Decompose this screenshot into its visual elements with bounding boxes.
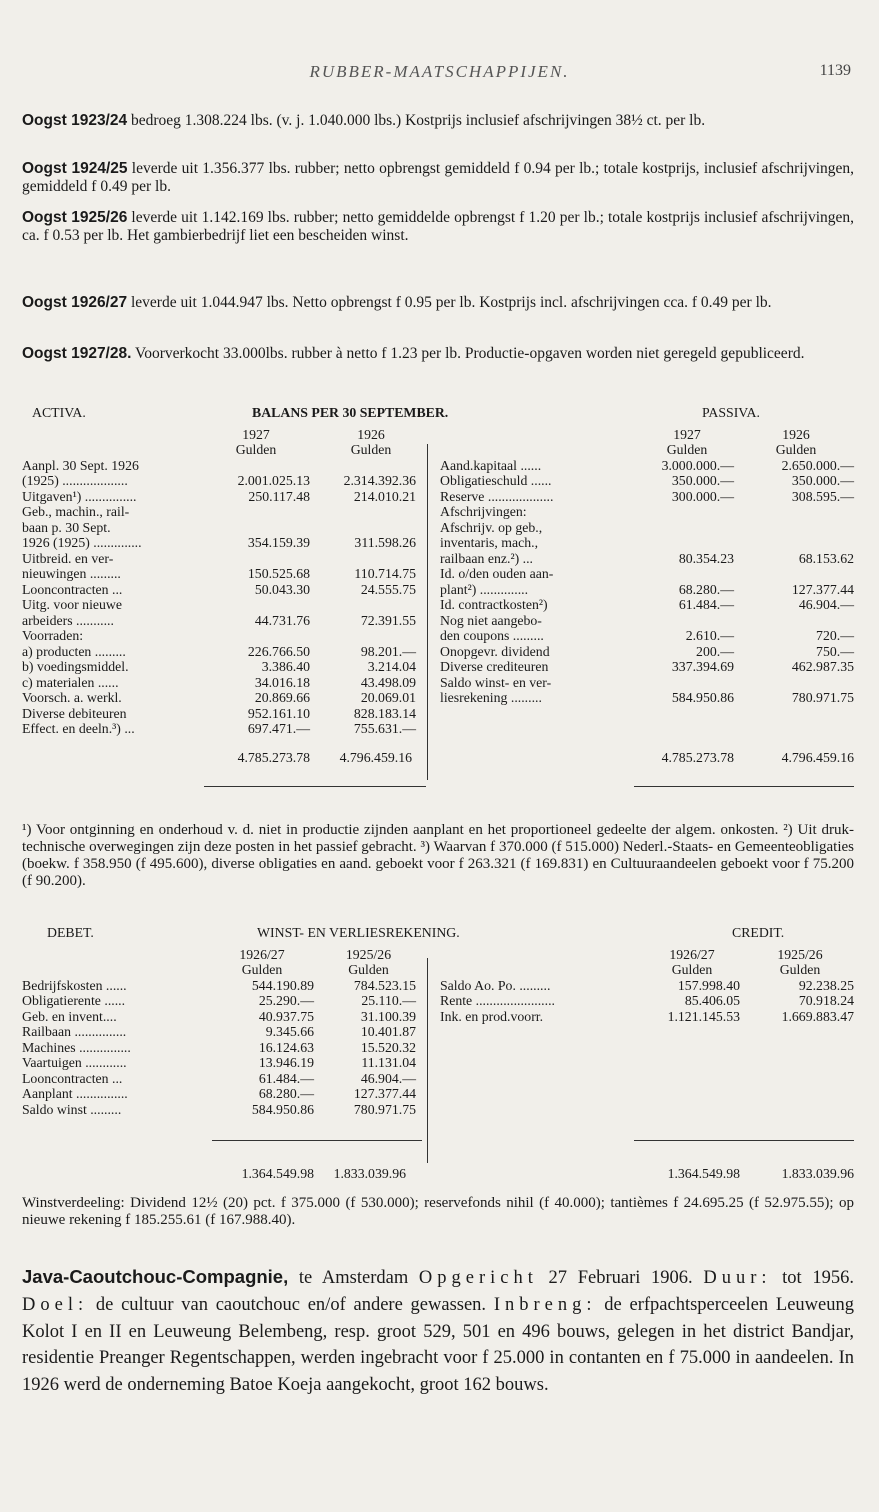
- pl-total-row: [22, 1166, 854, 1182]
- row-value-current: 150.525.68: [247, 566, 310, 581]
- row-value-current: 697.471.—: [247, 721, 310, 736]
- row-label: baan p. 30 Sept.: [22, 519, 111, 535]
- company-text: de erfpachtsperceelen Leuweung Kolot I en II en Leuweung Belembeng, resp. groot 529, 501 en 496 bouws, gelegen in het district Bandjar, residentie Preanger Regentschappen, werden ingebracht voor f 25.000 in contanten en f 75.000 in aandeelen. In 1926 werd de onderneming Batoe Koeja aangekocht, groot 162 bouws.: [22, 1294, 854, 1396]
- table-row: [22, 582, 422, 598]
- debet-column: [22, 978, 422, 1118]
- winstverdeeling-text: Winstverdeeling: Dividend 12½ (20) pct. f 375.000 (f 530.000); reservefonds nihil (f 40.000); tantièmes f 24.695.25 (f 52.975.55); op nieuwe rekening f 185.255.61 (f 167.988.40).: [22, 1195, 854, 1228]
- row-label: Saldo winst- en ver-: [440, 674, 552, 690]
- row-label: Saldo winst .........: [22, 1101, 122, 1117]
- row-value-current: 952.161.10: [247, 705, 310, 721]
- year-1926: 1926: [357, 426, 385, 442]
- oogst-1926-paragraph: [22, 294, 854, 312]
- pl-heading-row: [22, 925, 854, 941]
- table-row: [22, 659, 422, 675]
- pl-year-row: [22, 947, 854, 963]
- row-value-current: 200.—: [696, 643, 734, 659]
- company-entry: [22, 1264, 854, 1399]
- total-debet-1925-26: 1.833.039.96: [333, 1165, 406, 1181]
- row-label: Uitgaven¹) ...............: [22, 488, 137, 504]
- profit-loss-account: [22, 925, 854, 1181]
- total-passiva-1926: 4.796.459.16: [781, 749, 854, 765]
- table-row: [22, 1009, 422, 1025]
- table-row: [22, 1071, 422, 1087]
- row-value-current: 250.117.48: [248, 488, 310, 504]
- row-value-previous: 72.391.55: [360, 612, 416, 628]
- row-label: Aand.kapitaal ......: [440, 457, 542, 473]
- row-value-current: 61.484.—: [678, 597, 734, 612]
- row-value-current: 337.394.69: [671, 659, 734, 674]
- row-label: Saldo Ao. Po. .........: [440, 977, 551, 993]
- row-value-current: 20.869.66: [254, 690, 310, 705]
- pl-body: [22, 978, 854, 1118]
- table-row: [22, 458, 422, 474]
- row-value-current: 68.280.—: [678, 581, 734, 597]
- row-label: Voorsch. a. werkl.: [22, 690, 122, 705]
- harvest-label: Oogst 1925/26: [22, 209, 128, 226]
- row-value-current: 16.124.63: [258, 1039, 314, 1055]
- row-value-current: 2.610.—: [685, 628, 734, 643]
- currency-label: Gulden: [235, 442, 277, 457]
- currency-label: Gulden: [348, 962, 389, 977]
- credit-heading: CREDIT.: [732, 925, 785, 940]
- row-value-previous: 214.010.21: [353, 488, 416, 504]
- table-row: [432, 582, 854, 598]
- row-value-previous: 2.650.000.—: [781, 457, 854, 473]
- row-value-previous: 24.555.75: [360, 581, 416, 597]
- table-row: [22, 613, 422, 629]
- row-value-previous: 15.520.32: [360, 1039, 416, 1055]
- row-value-previous: 720.—: [816, 628, 854, 643]
- harvest-text: Voorverkocht 33.000lbs. rubber à netto f 1.23 per lb. Productie-opgaven worden niet geregeld gepubliceerd.: [131, 345, 805, 362]
- year-1926-27: 1926/27: [669, 946, 715, 962]
- row-value-previous: 127.377.44: [353, 1086, 416, 1101]
- row-value-current: 226.766.50: [247, 643, 310, 659]
- row-label: Diverse debiteuren: [22, 705, 127, 721]
- table-row: [432, 520, 854, 536]
- harvest-text: leverde uit 1.142.169 lbs. rubber; netto gemiddelde opbrengst f 1.20 per lb.; totale kostprijs inclusief afschrijvingen, ca. f 0.53 per lb. Het gambierbedrijf liet een bescheiden winst.: [22, 209, 854, 245]
- table-row: [432, 993, 854, 1009]
- currency-label: Gulden: [350, 442, 392, 457]
- row-label: liesrekening .........: [440, 690, 542, 705]
- table-row: [22, 504, 422, 520]
- company-name: Java-Caoutchouc-Compagnie,: [22, 1266, 289, 1287]
- table-row: [432, 458, 854, 474]
- company-text: te Amsterdam: [288, 1268, 419, 1288]
- balance-year-row: [22, 427, 854, 443]
- table-row: [22, 551, 422, 567]
- pl-title: WINST- EN VERLIESREKENING.: [257, 925, 460, 940]
- row-label: Ink. en prod.voorr.: [440, 1008, 544, 1024]
- credit-column: [432, 978, 854, 1025]
- total-activa-1926: 4.796.459.16: [339, 749, 412, 765]
- row-value-previous: 46.904.—: [360, 1070, 416, 1086]
- inbreng-label: Inbreng:: [493, 1294, 597, 1315]
- row-value-current: 350.000.—: [671, 473, 734, 488]
- table-row: [22, 706, 422, 722]
- table-row: [22, 978, 422, 994]
- row-value-current: 25.290.—: [258, 993, 314, 1008]
- harvest-text: leverde uit 1.356.377 lbs. rubber; netto opbrengst gemiddeld f 0.94 per lb.; totale kostprijs, inclusief afschrijvingen, gemiddeld f 0.49 per lb.: [22, 160, 855, 196]
- table-row: [22, 1086, 422, 1102]
- row-value-previous: 10.401.87: [360, 1024, 416, 1039]
- row-label: Afschrijv. op geb.,: [440, 519, 543, 535]
- row-value-current: 3.000.000.—: [661, 457, 734, 473]
- table-row: [432, 690, 854, 706]
- table-row: [432, 597, 854, 613]
- row-label: railbaan enz.²) ...: [440, 550, 534, 566]
- row-value-previous: 127.377.44: [791, 581, 854, 597]
- row-value-previous: 2.314.392.36: [343, 473, 416, 488]
- table-row: [22, 644, 422, 660]
- row-label: Reserve ...................: [440, 488, 554, 504]
- row-label: Obligatieschuld ......: [440, 473, 552, 488]
- table-row: [22, 1055, 422, 1071]
- currency-label: Gulden: [666, 442, 708, 457]
- row-label: Nog niet aangebo-: [440, 612, 542, 628]
- row-value-current: 300.000.—: [671, 488, 734, 504]
- row-value-current: 85.406.05: [684, 993, 740, 1008]
- row-value-previous: 92.238.25: [798, 977, 854, 993]
- row-label: c) materialen ......: [22, 674, 119, 690]
- balance-footnotes: ¹) Voor ontginning en onderhoud v. d. niet in productie zijnden aanplant en het proportioneel gedeelte der algem. onkosten. ²) Uit druk-technische overwegingen zijn deze posten in het passief gebracht. ³) Waarvan f 370.000 (f 515.000) Nederl.-Staats- en Gemeenteobligaties (boekw. f 358.950 (f 495.600), diverse obligaties en aand. geboekt voor f 263.321 (f 169.831) en Cultuuraandeelen geboekt voor f 75.200 (f 90.200).: [22, 822, 854, 889]
- table-row: [22, 628, 422, 644]
- row-value-previous: 20.069.01: [360, 690, 416, 705]
- balance-sheet: [22, 405, 854, 765]
- row-label: Voorraden:: [22, 628, 84, 643]
- oogst-1925-paragraph: [22, 209, 854, 245]
- row-label: den coupons .........: [440, 628, 544, 643]
- row-label: nieuwingen .........: [22, 566, 121, 581]
- table-row: [432, 489, 854, 505]
- passiva-heading: PASSIVA.: [702, 405, 760, 420]
- row-value-current: 584.950.86: [251, 1101, 314, 1117]
- currency-label: Gulden: [779, 962, 821, 977]
- total-debet-1926-27: 1.364.549.98: [241, 1165, 314, 1181]
- row-label: Vaartuigen ............: [22, 1055, 127, 1070]
- row-value-current: 157.998.40: [677, 977, 740, 993]
- row-label: Aanplant ...............: [22, 1086, 128, 1101]
- row-value-previous: 1.669.883.47: [781, 1008, 854, 1024]
- row-value-current: 13.946.19: [258, 1055, 314, 1070]
- row-value-current: 2.001.025.13: [237, 473, 310, 488]
- table-row: [432, 659, 854, 675]
- row-value-previous: 311.598.26: [354, 535, 416, 550]
- row-value-current: 50.043.30: [254, 581, 310, 597]
- table-row: [22, 675, 422, 691]
- table-row: [22, 597, 422, 613]
- row-label: arbeiders ...........: [22, 612, 114, 628]
- opgericht-label: Opgericht: [418, 1268, 538, 1288]
- row-value-previous: 755.631.—: [353, 721, 416, 736]
- column-divider: [427, 444, 428, 780]
- duur-label: Duur:: [703, 1268, 772, 1288]
- row-value-previous: 11.131.04: [361, 1055, 416, 1070]
- row-value-previous: 784.523.15: [353, 977, 416, 993]
- table-row: [22, 993, 422, 1009]
- row-label: Aanpl. 30 Sept. 1926: [22, 457, 139, 473]
- total-rule: [634, 786, 854, 787]
- company-text: tot 1956.: [771, 1268, 854, 1288]
- table-row: [432, 644, 854, 660]
- row-value-previous: 68.153.62: [798, 550, 854, 566]
- year-1925-26: 1925/26: [345, 946, 392, 962]
- row-value-current: 1.121.145.53: [667, 1008, 740, 1024]
- row-label: Effect. en deeln.³) ...: [22, 721, 135, 736]
- page-number: 1139: [819, 62, 851, 79]
- column-divider: [427, 958, 428, 1163]
- row-value-previous: 70.918.24: [798, 993, 854, 1008]
- running-title: RUBBER-MAATSCHAPPIJEN.: [309, 62, 570, 81]
- table-row: [22, 473, 422, 489]
- balance-total-row: [22, 750, 854, 766]
- table-row: [432, 566, 854, 582]
- table-row: [22, 489, 422, 505]
- table-row: [22, 566, 422, 582]
- total-rule: [212, 1140, 422, 1141]
- row-value-current: 3.386.40: [261, 659, 310, 674]
- row-value-previous: 98.201.—: [360, 643, 416, 659]
- table-row: [432, 535, 854, 551]
- row-label: b) voedingsmiddel.: [22, 659, 129, 674]
- row-label: Geb. en invent....: [22, 1008, 117, 1024]
- table-row: [432, 473, 854, 489]
- row-value-previous: 25.110.—: [361, 993, 416, 1008]
- row-label: Railbaan ...............: [22, 1024, 127, 1039]
- row-value-previous: 462.987.35: [791, 659, 854, 674]
- table-row: [432, 551, 854, 567]
- row-label: Machines ...............: [22, 1039, 131, 1055]
- company-text: 27 Februari 1906.: [537, 1268, 704, 1288]
- table-row: [22, 535, 422, 551]
- row-label: Geb., machin., rail-: [22, 504, 130, 519]
- total-activa-1927: 4.785.273.78: [237, 749, 310, 765]
- row-label: Looncontracten ...: [22, 1070, 123, 1086]
- debet-heading: DEBET.: [47, 925, 94, 940]
- table-row: [432, 504, 854, 520]
- row-label: Looncontracten ...: [22, 581, 123, 597]
- table-row: [432, 628, 854, 644]
- year-1925-26: 1925/26: [777, 946, 823, 962]
- row-value-previous: 780.971.75: [791, 690, 854, 705]
- row-value-previous: 780.971.75: [353, 1101, 416, 1117]
- total-rule: [634, 1140, 854, 1141]
- table-row: [22, 1102, 422, 1118]
- oogst-1923-paragraph: [22, 112, 854, 130]
- row-value-current: 544.190.89: [251, 977, 314, 993]
- row-label: Uitbreid. en ver-: [22, 550, 114, 566]
- oogst-1927-paragraph: [22, 345, 854, 363]
- balance-currency-row: [22, 442, 854, 458]
- year-1926-27: 1926/27: [239, 946, 285, 962]
- harvest-text: leverde uit 1.044.947 lbs. Netto opbrengst f 0.95 per lb. Kostprijs incl. afschrijvingen cca. f 0.49 per lb.: [127, 294, 772, 311]
- row-label: 1926 (1925) ..............: [22, 535, 142, 550]
- row-value-previous: 31.100.39: [360, 1008, 416, 1024]
- row-label: Bedrijfskosten ......: [22, 977, 127, 993]
- table-row: [22, 1024, 422, 1040]
- row-label: (1925) ...................: [22, 473, 128, 488]
- activa-heading: ACTIVA.: [32, 405, 86, 420]
- row-label: plant²) ..............: [440, 581, 529, 597]
- row-label: Uitg. voor nieuwe: [22, 597, 123, 612]
- row-value-previous: 3.214.04: [367, 659, 416, 674]
- oogst-1924-paragraph: [22, 160, 854, 196]
- table-row: [22, 690, 422, 706]
- harvest-label: Oogst 1927/28.: [22, 345, 132, 362]
- table-row: [432, 978, 854, 994]
- balance-heading-row: [22, 405, 854, 421]
- total-credit-1926-27: 1.364.549.98: [667, 1165, 740, 1181]
- total-rule: [204, 786, 426, 787]
- table-row: [22, 721, 422, 737]
- total-passiva-1927: 4.785.273.78: [661, 749, 734, 765]
- row-value-previous: 46.904.—: [798, 597, 854, 612]
- row-value-previous: 43.498.09: [360, 674, 416, 690]
- currency-label: Gulden: [775, 442, 817, 457]
- row-label: Afschrijvingen:: [440, 504, 527, 519]
- row-value-current: 61.484.—: [258, 1070, 314, 1086]
- row-label: Id. o/den ouden aan-: [440, 566, 554, 581]
- row-label: a) producten .........: [22, 643, 126, 659]
- row-value-previous: 110.714.75: [354, 566, 416, 581]
- row-label: Obligatierente ......: [22, 993, 126, 1008]
- row-label: Diverse crediteuren: [440, 659, 549, 674]
- row-label: Onopgevr. dividend: [440, 643, 550, 659]
- row-value-current: 40.937.75: [258, 1008, 314, 1024]
- running-header: [0, 62, 879, 86]
- row-value-current: 44.731.76: [254, 612, 310, 628]
- harvest-label: Oogst 1926/27: [22, 294, 128, 311]
- pl-currency-row: [22, 962, 854, 978]
- table-row: [22, 520, 422, 536]
- row-value-current: 68.280.—: [258, 1086, 314, 1101]
- row-value-current: 584.950.86: [671, 690, 734, 705]
- row-value-current: 354.159.39: [247, 535, 310, 550]
- table-row: [432, 613, 854, 629]
- row-label: Id. contractkosten²): [440, 597, 548, 612]
- row-value-current: 80.354.23: [678, 550, 734, 566]
- row-value-previous: 308.595.—: [791, 488, 854, 504]
- currency-label: Gulden: [241, 962, 283, 977]
- row-value-previous: 350.000.—: [791, 473, 854, 488]
- currency-label: Gulden: [671, 962, 713, 977]
- row-value-previous: 750.—: [816, 643, 854, 659]
- year-1927: 1927: [673, 426, 701, 442]
- company-text: de cultuur van caoutchouc en/of andere gewassen.: [88, 1294, 494, 1315]
- row-value-current: 9.345.66: [265, 1024, 314, 1039]
- row-value-previous: 828.183.14: [353, 705, 416, 721]
- table-row: [432, 1009, 854, 1025]
- balance-body: [22, 458, 854, 738]
- harvest-label: Oogst 1924/25: [22, 160, 128, 177]
- balance-title: BALANS PER 30 SEPTEMBER.: [252, 405, 449, 420]
- doel-label: Doel:: [22, 1294, 89, 1315]
- row-label: inventaris, mach.,: [440, 535, 539, 550]
- row-value-current: 34.016.18: [254, 674, 310, 690]
- year-1927: 1927: [242, 426, 270, 442]
- activa-column: [22, 458, 422, 737]
- table-row: [432, 675, 854, 691]
- harvest-label: Oogst 1923/24: [22, 112, 128, 129]
- row-label: Rente .......................: [440, 993, 555, 1008]
- passiva-column: [432, 458, 854, 706]
- total-credit-1925-26: 1.833.039.96: [781, 1165, 854, 1181]
- year-1926: 1926: [782, 426, 810, 442]
- harvest-text: bedroeg 1.308.224 lbs. (v. j. 1.040.000 lbs.) Kostprijs inclusief afschrijvingen 38½ ct. per lb.: [127, 112, 706, 129]
- table-row: [22, 1040, 422, 1056]
